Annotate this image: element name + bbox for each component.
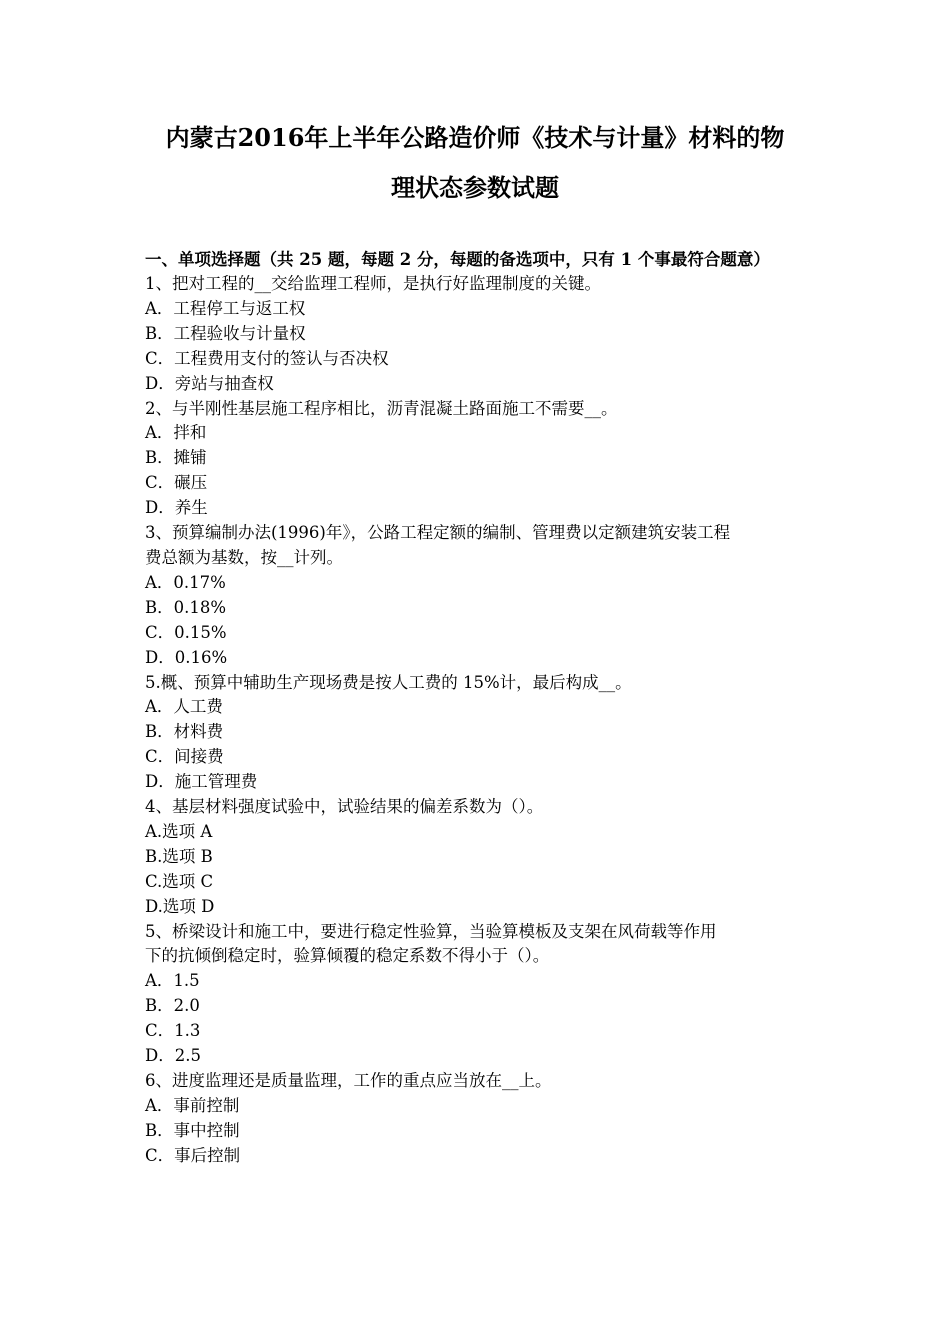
text-line: 5、桥梁设计和施工中，要进行稳定性验算，当验算模板及支架在风荷载等作用 <box>145 921 717 941</box>
text-line: C．碾压 <box>145 473 208 493</box>
text-line: 6、进度监理还是质量监理，工作的重点应当放在__上。 <box>145 1071 552 1090</box>
text-line: 3、预算编制办法(1996)年》，公路工程定额的编制、管理费以定额建筑安装工程 <box>145 523 731 543</box>
text-line: 4、基层材料强度试验中，试验结果的偏差系数为（）。 <box>145 797 544 817</box>
text-line: D．2.5 <box>145 1046 201 1066</box>
text-line: D．旁站与抽查权 <box>145 373 274 393</box>
text-line: C．1.3 <box>145 1021 201 1041</box>
text-line: B．工程验收与计量权 <box>145 323 306 343</box>
text-line: 下的抗倾倒稳定时，验算倾覆的稳定系数不得小于（）。 <box>145 946 550 966</box>
text-line: 5.概、预算中辅助生产现场费是按人工费的 15%计，最后构成__。 <box>145 672 632 692</box>
text-line: D．养生 <box>145 498 208 518</box>
text-line: A．1.5 <box>145 971 200 991</box>
section-heading: 一、单项选择题（共 25 题，每题 2 分，每题的备选项中，只有 1 个事最符合题意） <box>145 250 770 269</box>
text-line: 1、把对工程的__交给监理工程师，是执行好监理制度的关键。 <box>145 274 601 293</box>
text-line: B．摊铺 <box>145 448 207 468</box>
text-line: B．0.18% <box>145 597 227 617</box>
text-line: A．0.17% <box>145 572 226 592</box>
text-line: B.选项 B <box>145 846 213 866</box>
document-title-line-2: 理状态参数试题 <box>391 173 559 202</box>
text-line: D.选项 D <box>145 896 215 916</box>
document-title-line-1: 内蒙古2016年上半年公路造价师《技术与计量》材料的物 <box>165 123 785 152</box>
text-line: C.选项 C <box>145 871 214 891</box>
text-line: A．拌和 <box>145 423 207 443</box>
text-line: C．工程费用支付的签认与否决权 <box>145 348 389 368</box>
text-line: A．事前控制 <box>145 1095 240 1115</box>
text-line: C．0.15% <box>145 622 227 642</box>
text-line: D．施工管理费 <box>145 772 258 792</box>
text-line: A．工程停工与返工权 <box>145 298 306 318</box>
text-line: A．人工费 <box>145 697 223 717</box>
text-line: D．0.16% <box>145 647 228 667</box>
text-line: B．材料费 <box>145 722 224 742</box>
text-line: 费总额为基数，按__计列。 <box>145 547 343 567</box>
text-line: A.选项 A <box>145 821 213 841</box>
text-line: 2、与半刚性基层施工程序相比，沥青混凝土路面施工不需要__。 <box>145 398 618 418</box>
text-line: B．事中控制 <box>145 1120 240 1140</box>
text-line: C．事后控制 <box>145 1145 241 1165</box>
question-list <box>145 272 810 1169</box>
text-line: B．2.0 <box>145 996 200 1016</box>
text-line: C．间接费 <box>145 747 224 767</box>
document-body <box>145 247 810 1169</box>
